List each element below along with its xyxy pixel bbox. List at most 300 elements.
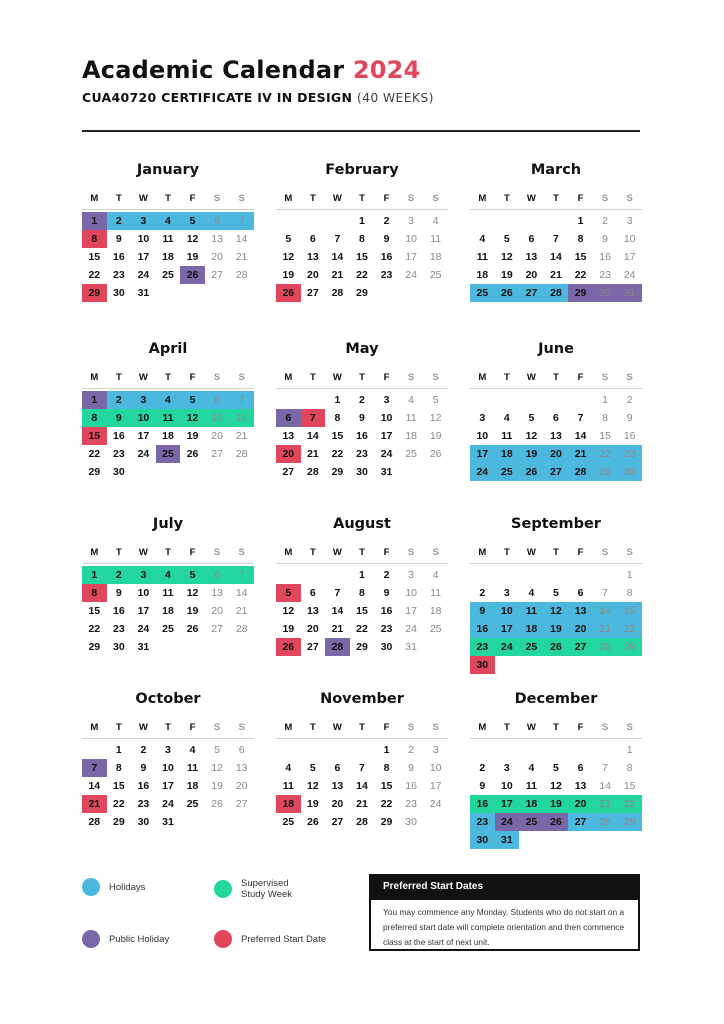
day-cell: 5 (553, 762, 559, 774)
day-cell: 3 (479, 412, 486, 424)
day-cell: 14 (235, 587, 248, 599)
day-cell: 25 (519, 638, 544, 656)
day-cell: 22 (617, 795, 642, 813)
day-cell: 13 (235, 762, 248, 774)
day-cell: 12 (429, 412, 442, 424)
day-cell: 15 (380, 780, 393, 792)
weekday-label: S (601, 372, 609, 383)
day-cell: 4 (156, 391, 181, 409)
day-cell: 14 (574, 430, 587, 442)
weekday-label: M (90, 547, 99, 558)
weekday-label: T (115, 547, 122, 558)
day-cell: 22 (356, 269, 368, 281)
day-cell: 4 (503, 412, 510, 424)
empty-cell (519, 566, 544, 584)
legend-label: Supervised Study Week (241, 878, 293, 900)
weekday-label: M (90, 722, 99, 733)
day-cell: 28 (593, 813, 618, 831)
weekday-label: S (407, 722, 415, 733)
legend-label: Holidays (109, 881, 146, 893)
month-name: February (325, 162, 399, 178)
weekday-label: S (213, 193, 221, 204)
day-cell: 13 (331, 780, 344, 792)
empty-cell (495, 391, 520, 409)
weekday-label: W (526, 547, 536, 558)
day-cell: 24 (405, 623, 417, 635)
day-cell: 30 (356, 466, 368, 478)
day-cell: 17 (137, 430, 150, 442)
day-cell: 18 (162, 605, 174, 617)
empty-cell (301, 741, 326, 759)
weekday-label: S (432, 193, 439, 204)
day-cell: 15 (623, 780, 636, 792)
day-cell: 1 (383, 744, 390, 756)
day-cell: 15 (356, 251, 368, 263)
day-cell: 23 (113, 448, 125, 460)
day-cell: 1 (82, 212, 107, 230)
day-cell: 5 (180, 212, 205, 230)
day-cell: 3 (131, 391, 156, 409)
day-cell: 29 (88, 466, 101, 478)
empty-cell (325, 566, 350, 584)
day-cell: 17 (495, 620, 520, 638)
day-cell: 12 (525, 430, 538, 442)
weekday-label: S (238, 193, 245, 204)
day-cell: 4 (528, 587, 535, 599)
preferred-start-color-dot (214, 930, 232, 948)
day-cell: 6 (577, 762, 584, 774)
day-cell: 13 (205, 409, 230, 427)
day-cell: 27 (519, 284, 544, 302)
day-cell: 15 (113, 780, 125, 792)
day-cell: 25 (162, 269, 174, 281)
weekday-label: S (626, 547, 633, 558)
day-cell: 19 (429, 430, 442, 442)
day-cell: 10 (137, 587, 150, 599)
month-name: January (136, 162, 200, 178)
day-cell: 17 (405, 251, 417, 263)
day-cell: 24 (495, 813, 520, 831)
day-cell: 10 (380, 412, 393, 424)
day-grid (82, 391, 254, 481)
day-cell: 1 (82, 566, 107, 584)
day-cell: 7 (334, 233, 341, 245)
day-cell: 29 (113, 816, 125, 828)
month-may (276, 341, 448, 481)
day-cell: 26 (519, 463, 544, 481)
day-cell: 13 (307, 605, 319, 617)
day-cell: 11 (186, 762, 199, 774)
day-cell: 29 (356, 641, 368, 653)
day-cell: 27 (568, 638, 593, 656)
day-cell: 26 (495, 284, 520, 302)
day-cell: 10 (495, 602, 520, 620)
day-cell: 28 (331, 287, 344, 299)
day-cell: 18 (162, 251, 174, 263)
day-cell: 14 (331, 251, 344, 263)
day-cell: 5 (285, 233, 292, 245)
empty-cell (470, 391, 495, 409)
day-cell: 9 (107, 409, 132, 427)
day-cell: 16 (599, 251, 611, 263)
empty-cell (568, 741, 593, 759)
day-cell: 27 (282, 466, 295, 478)
month-january (82, 162, 254, 302)
day-cell: 1 (626, 569, 633, 581)
day-cell: 22 (574, 269, 587, 281)
weekday-label: W (138, 722, 148, 733)
day-cell: 3 (408, 215, 415, 227)
month-august (276, 516, 448, 656)
course-name: CUA40720 CERTIFICATE IV IN DESIGN (82, 90, 353, 105)
weekday-label: S (407, 372, 415, 383)
day-cell: 9 (408, 762, 415, 774)
day-cell: 26 (544, 813, 569, 831)
month-september (470, 516, 642, 674)
legend-study-week (214, 878, 304, 900)
day-cell: 9 (383, 587, 390, 599)
day-cell: 1 (602, 394, 609, 406)
day-cell: 18 (405, 430, 417, 442)
month-name: March (530, 162, 582, 178)
weekday-label: F (189, 193, 196, 204)
day-cell: 13 (211, 587, 223, 599)
day-cell: 23 (617, 445, 642, 463)
day-cell: 28 (307, 466, 319, 478)
day-grid (276, 391, 448, 481)
weekday-header (82, 547, 254, 564)
day-cell: 29 (617, 813, 642, 831)
weekday-label: M (478, 547, 487, 558)
weekday-label: T (359, 722, 365, 733)
empty-cell (519, 391, 544, 409)
empty-cell (276, 391, 301, 409)
day-cell: 25 (186, 798, 199, 810)
month-name: September (511, 516, 601, 532)
day-cell: 8 (626, 762, 633, 774)
day-cell: 19 (544, 620, 569, 638)
weekday-label: W (526, 722, 536, 733)
month-name: August (333, 516, 391, 532)
weekday-label: T (115, 372, 122, 383)
weekday-label: T (359, 193, 365, 204)
day-cell: 7 (602, 762, 609, 774)
day-cell: 28 (235, 623, 248, 635)
day-cell: 8 (383, 762, 390, 774)
weekday-label: M (478, 193, 487, 204)
day-cell: 24 (162, 798, 174, 810)
day-cell: 11 (282, 780, 294, 792)
empty-cell (544, 391, 569, 409)
day-cell: 12 (544, 602, 569, 620)
day-cell: 16 (623, 430, 636, 442)
day-cell: 9 (470, 602, 495, 620)
day-cell: 9 (115, 587, 122, 599)
weekday-label: T (115, 193, 122, 204)
day-cell: 8 (115, 762, 122, 774)
day-cell: 4 (432, 215, 439, 227)
day-cell: 14 (593, 602, 618, 620)
day-cell: 30 (113, 466, 125, 478)
weekday-label: W (332, 722, 342, 733)
weekday-header (82, 193, 254, 210)
weekday-label: W (138, 372, 148, 383)
day-cell: 17 (495, 795, 520, 813)
day-cell: 24 (380, 448, 393, 460)
day-cell: 22 (617, 620, 642, 638)
weekday-label: T (309, 722, 316, 733)
empty-cell (276, 741, 301, 759)
day-cell: 12 (307, 780, 319, 792)
day-cell: 21 (593, 795, 618, 813)
day-cell: 11 (156, 409, 181, 427)
day-cell: 13 (568, 602, 593, 620)
weekday-label: S (432, 372, 439, 383)
day-cell: 31 (617, 284, 642, 302)
weekday-label: F (577, 547, 584, 558)
day-cell: 16 (113, 251, 125, 263)
weekday-header (470, 372, 642, 389)
empty-cell (568, 566, 593, 584)
day-cell: 29 (356, 287, 368, 299)
month-name: May (345, 341, 379, 357)
day-cell: 9 (479, 780, 486, 792)
weekday-label: S (601, 547, 609, 558)
info-box-title: Preferred Start Dates (371, 876, 638, 900)
day-cell: 26 (276, 638, 301, 656)
weekday-label: M (284, 372, 293, 383)
day-cell: 21 (568, 445, 593, 463)
day-cell: 21 (356, 798, 368, 810)
day-cell: 19 (186, 430, 199, 442)
day-cell: 28 (568, 463, 593, 481)
day-cell: 3 (131, 212, 156, 230)
day-cell: 20 (211, 605, 223, 617)
empty-cell (495, 741, 520, 759)
day-cell: 11 (501, 430, 513, 442)
day-cell: 27 (211, 448, 223, 460)
day-cell: 5 (528, 412, 535, 424)
day-cell: 21 (235, 430, 248, 442)
day-cell: 7 (229, 212, 254, 230)
day-cell: 3 (165, 744, 171, 756)
month-february (276, 162, 448, 302)
day-cell: 23 (356, 448, 368, 460)
day-cell: 28 (325, 638, 350, 656)
day-cell: 14 (235, 233, 248, 245)
weekday-header (470, 193, 642, 210)
day-cell: 23 (137, 798, 150, 810)
day-cell: 6 (276, 409, 301, 427)
day-cell: 29 (82, 284, 107, 302)
weekday-label: F (383, 722, 390, 733)
day-cell: 25 (429, 623, 442, 635)
day-cell: 4 (285, 762, 292, 774)
day-cell: 5 (180, 391, 205, 409)
weekday-label: T (309, 547, 316, 558)
day-grid (276, 212, 448, 302)
day-cell: 7 (359, 762, 365, 774)
weekday-label: T (553, 372, 559, 383)
day-cell: 3 (131, 566, 156, 584)
day-cell: 4 (479, 233, 486, 245)
weekday-label: T (165, 372, 171, 383)
day-cell: 30 (617, 463, 642, 481)
legend-public-holiday (82, 930, 169, 948)
study-week-color-dot (214, 880, 232, 898)
empty-cell (325, 212, 350, 230)
day-cell: 20 (568, 620, 593, 638)
day-cell: 2 (479, 587, 486, 599)
day-cell: 6 (238, 744, 245, 756)
day-cell: 24 (623, 269, 636, 281)
day-cell: 1 (577, 215, 584, 227)
day-cell: 13 (307, 251, 319, 263)
day-cell: 31 (405, 641, 417, 653)
day-cell: 8 (82, 584, 107, 602)
day-cell: 2 (140, 744, 147, 756)
day-cell: 22 (88, 269, 101, 281)
empty-cell (301, 212, 326, 230)
empty-cell (519, 741, 544, 759)
day-cell: 1 (359, 215, 365, 227)
day-cell: 12 (501, 251, 513, 263)
day-cell: 26 (429, 448, 442, 460)
weekday-label: F (577, 372, 584, 383)
weekday-label: S (407, 547, 415, 558)
weekday-label: W (332, 547, 342, 558)
day-cell: 16 (137, 780, 150, 792)
day-cell: 13 (211, 233, 223, 245)
day-cell: 17 (137, 251, 150, 263)
day-cell: 16 (113, 605, 125, 617)
day-cell: 26 (211, 798, 223, 810)
day-cell: 21 (307, 448, 319, 460)
day-cell: 25 (405, 448, 417, 460)
day-cell: 15 (82, 427, 107, 445)
day-cell: 19 (282, 623, 295, 635)
day-cell: 18 (519, 620, 544, 638)
weekday-label: F (383, 193, 390, 204)
day-cell: 25 (429, 269, 442, 281)
day-cell: 21 (235, 251, 248, 263)
weekday-label: S (238, 547, 245, 558)
day-cell: 31 (162, 816, 174, 828)
day-cell: 14 (550, 251, 562, 263)
day-cell: 8 (334, 412, 341, 424)
empty-cell (82, 741, 107, 759)
month-name: July (152, 516, 184, 532)
weekday-label: M (284, 722, 293, 733)
day-cell: 30 (470, 831, 495, 849)
day-cell: 25 (156, 445, 181, 463)
day-cell: 6 (205, 212, 230, 230)
day-cell: 8 (359, 233, 365, 245)
day-cell: 29 (593, 463, 618, 481)
weekday-label: F (383, 372, 390, 383)
weekday-label: W (138, 547, 148, 558)
day-cell: 9 (115, 233, 122, 245)
day-cell: 3 (432, 744, 439, 756)
holiday-color-dot (82, 878, 100, 896)
day-cell: 10 (429, 762, 442, 774)
weekday-label: S (626, 193, 633, 204)
weekday-label: F (189, 547, 196, 558)
day-cell: 12 (282, 251, 295, 263)
day-cell: 7 (553, 233, 559, 245)
legend-preferred-start (214, 930, 326, 948)
day-cell: 2 (107, 391, 132, 409)
day-grid (276, 566, 448, 656)
weekday-label: T (503, 193, 510, 204)
weekday-label: M (284, 547, 293, 558)
day-cell: 26 (180, 266, 205, 284)
day-cell: 28 (235, 269, 248, 281)
day-cell: 22 (356, 623, 368, 635)
weekday-label: T (553, 193, 559, 204)
day-cell: 18 (476, 269, 489, 281)
day-cell: 23 (599, 269, 611, 281)
day-cell: 14 (307, 430, 319, 442)
day-cell: 8 (626, 587, 633, 599)
month-march (470, 162, 642, 302)
day-cell: 11 (430, 587, 442, 599)
day-cell: 14 (229, 409, 254, 427)
day-cell: 7 (334, 587, 341, 599)
weekday-label: T (115, 722, 122, 733)
empty-cell (544, 741, 569, 759)
weekday-label: W (526, 193, 536, 204)
month-name: April (148, 341, 188, 357)
weekday-label: S (432, 547, 439, 558)
day-cell: 14 (88, 780, 101, 792)
day-cell: 14 (331, 605, 344, 617)
day-cell: 12 (186, 587, 199, 599)
day-cell: 22 (593, 445, 618, 463)
day-cell: 25 (162, 623, 174, 635)
empty-cell (350, 741, 375, 759)
day-cell: 22 (331, 448, 344, 460)
day-cell: 7 (602, 587, 609, 599)
day-cell: 2 (479, 762, 486, 774)
day-cell: 28 (593, 638, 618, 656)
weekday-label: S (601, 722, 609, 733)
day-cell: 23 (113, 623, 125, 635)
day-cell: 6 (205, 566, 230, 584)
day-cell: 23 (380, 269, 393, 281)
weekday-label: F (577, 193, 584, 204)
day-cell: 19 (211, 780, 223, 792)
day-cell: 7 (229, 391, 254, 409)
day-cell: 12 (550, 780, 562, 792)
weekday-label: S (407, 193, 415, 204)
day-cell: 17 (380, 430, 393, 442)
day-cell: 15 (617, 602, 642, 620)
day-cell: 26 (307, 816, 319, 828)
day-cell: 16 (380, 605, 393, 617)
legend-holidays (82, 878, 145, 896)
weekday-label: M (90, 372, 99, 383)
day-cell: 16 (470, 620, 495, 638)
empty-cell (276, 566, 301, 584)
day-cell: 22 (88, 623, 101, 635)
empty-cell (470, 212, 495, 230)
day-cell: 23 (470, 638, 495, 656)
day-cell: 10 (623, 233, 636, 245)
day-cell: 16 (113, 430, 125, 442)
month-name: October (135, 691, 201, 707)
day-cell: 30 (593, 284, 618, 302)
